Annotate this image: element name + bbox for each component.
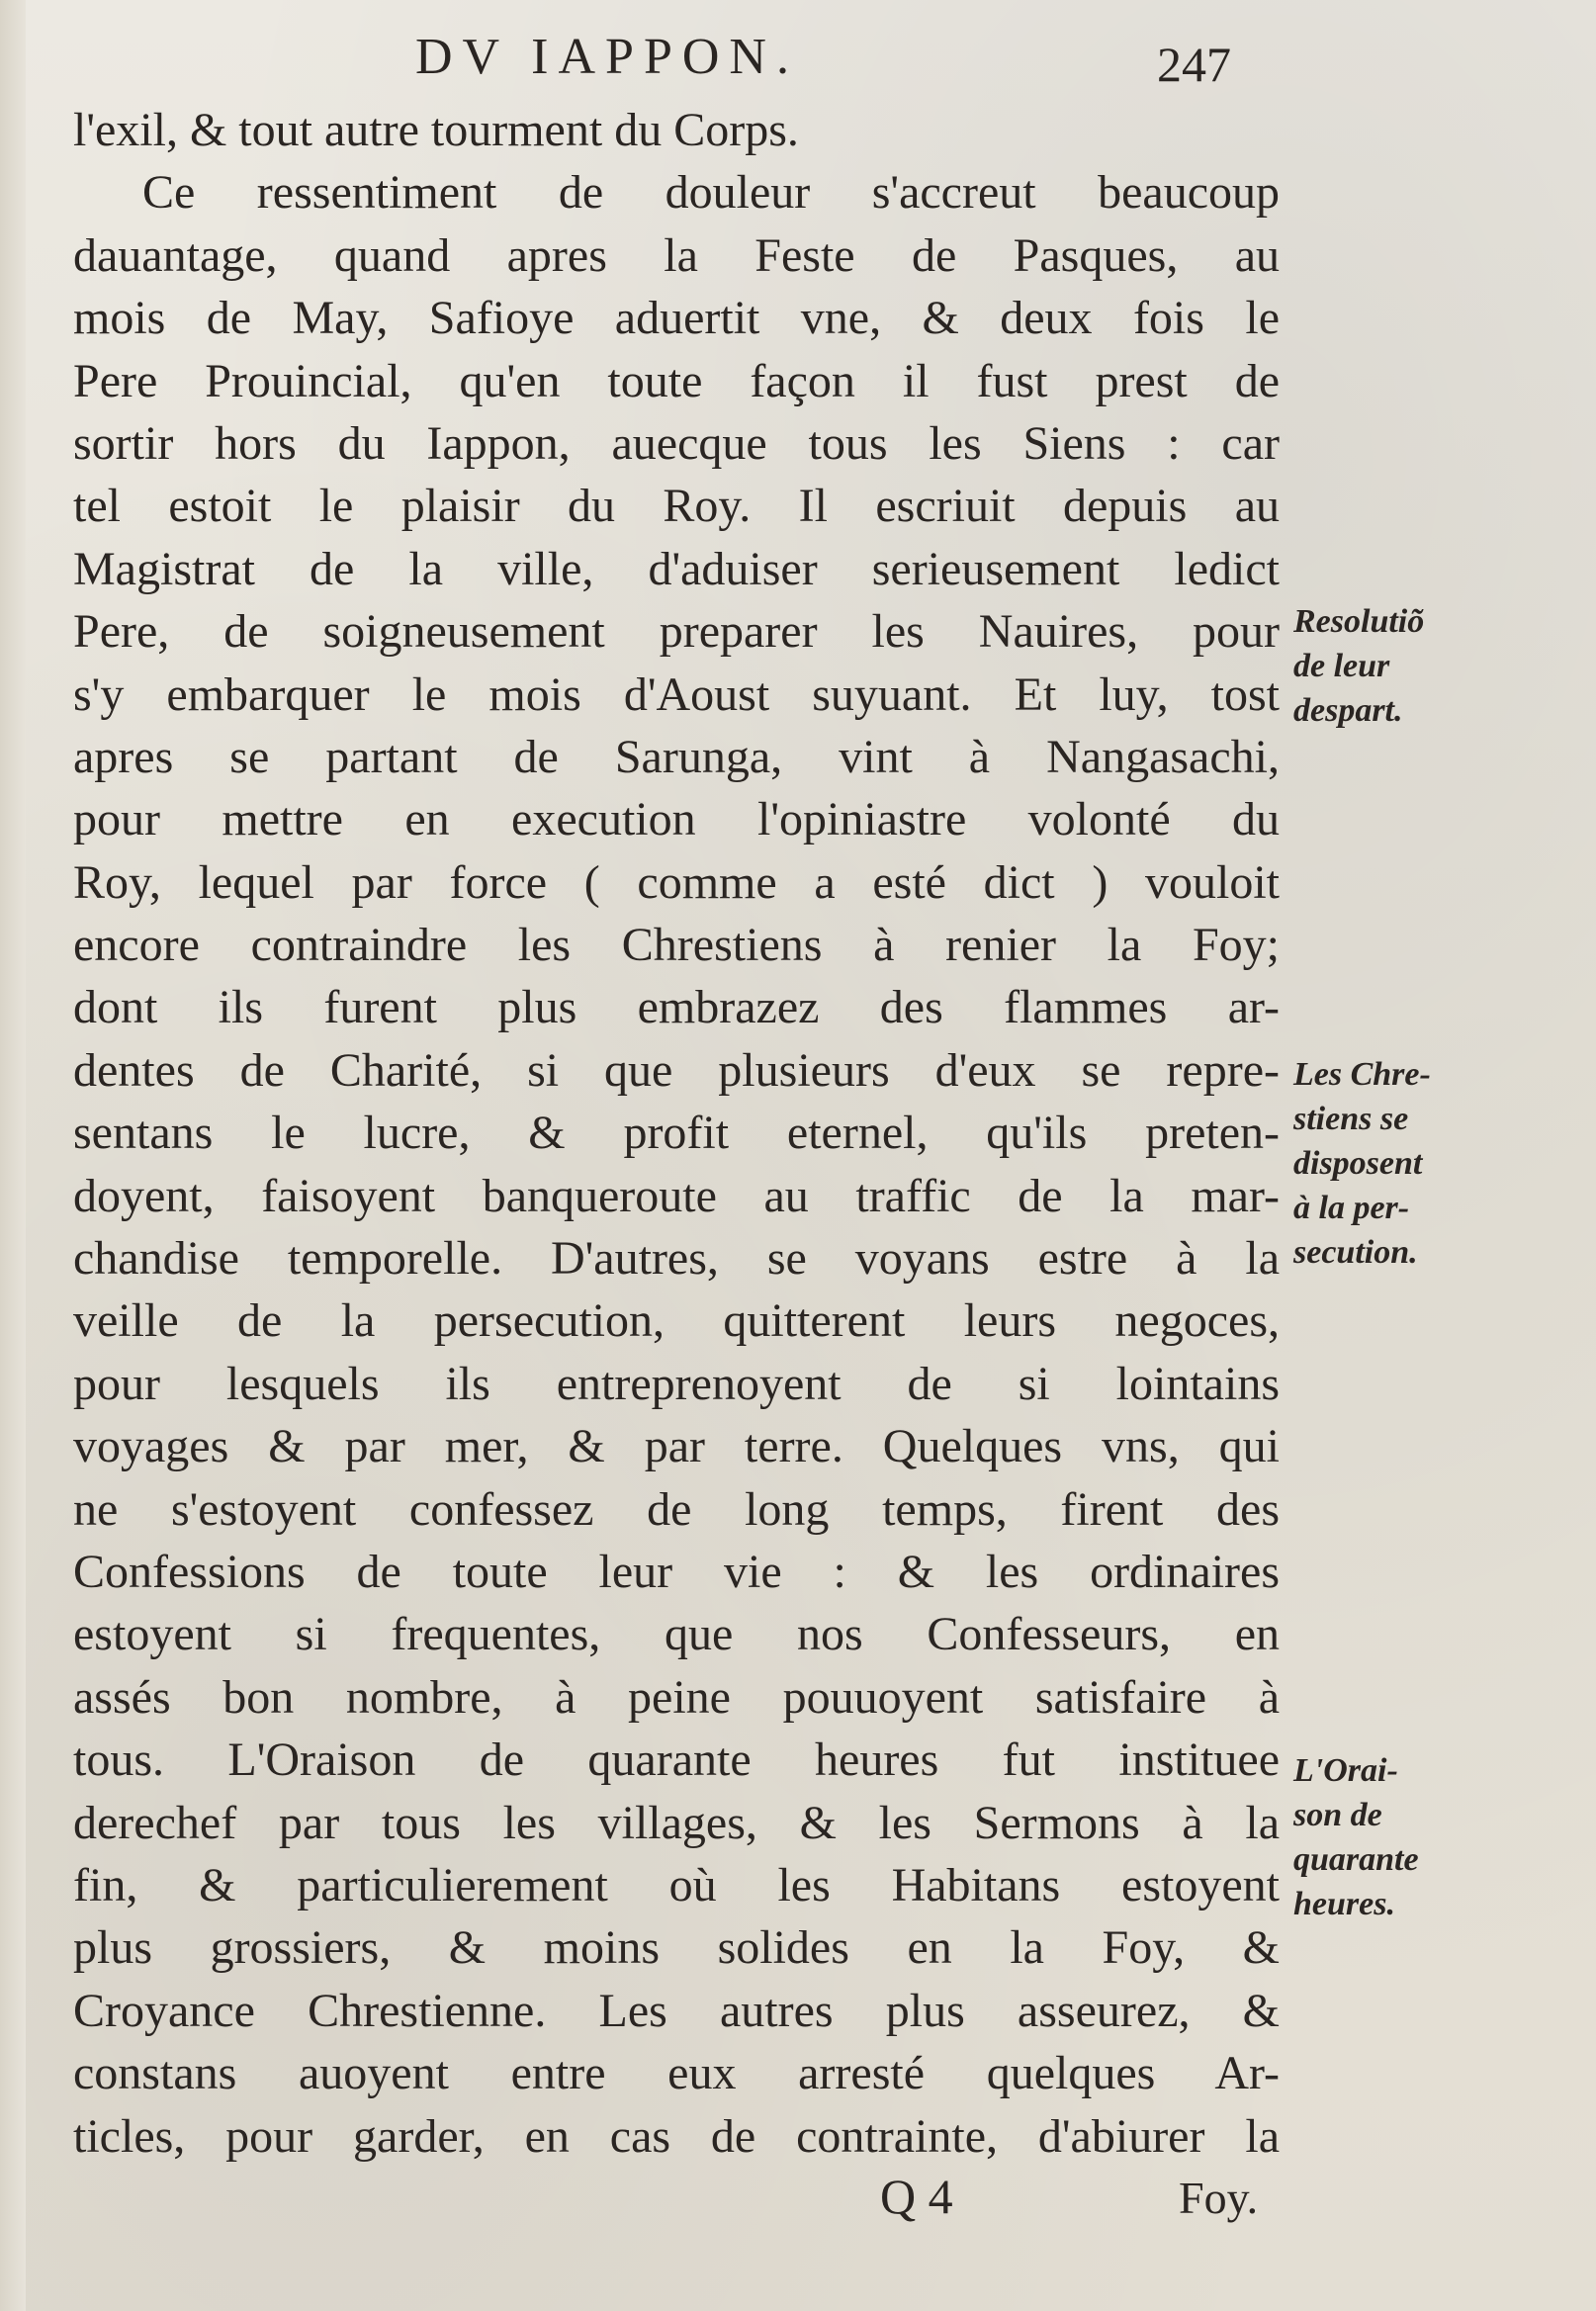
sidenote-line: de leur — [1293, 648, 1390, 684]
text-line: pour lesquels ils entreprenoyent de si lointains — [73, 1357, 1280, 1410]
sidenote-line: Les Chre- — [1293, 1056, 1431, 1093]
running-head: DV IAPPON. — [415, 29, 799, 85]
text-line: estoyent si frequentes, que nos Confesseurs, en — [73, 1608, 1280, 1661]
text-line: Confessions de toute leur vie : & les ordinaires — [73, 1545, 1280, 1598]
catchword: Foy. — [1179, 2173, 1259, 2223]
sidenote-oraison — [1293, 1748, 1481, 1926]
text-line: constans auoyent entre eux arresté quelques Ar- — [73, 2047, 1280, 2100]
text-line: s'y embarquer le mois d'Aoust suyuant. Et luy, tost — [73, 667, 1280, 721]
text-line: ticles, pour garder, en cas de contrainte, d'abiurer la — [73, 2109, 1280, 2163]
text-line: ne s'estoyent confessez de long temps, firent des — [73, 1482, 1280, 1536]
text-line: Ce ressentiment de douleur s'accreut beaucoup — [142, 166, 1280, 220]
text-line: dauantage, quand apres la Feste de Pasques, au — [73, 228, 1280, 282]
sidenote-line: heures. — [1293, 1886, 1395, 1922]
text-line: derechef par tous les villages, & les Sermons à la — [73, 1796, 1280, 1849]
text-line: apres se partant de Sarunga, vint à Nangasachi, — [73, 730, 1280, 783]
text-line: Pere, de soigneusement preparer les Nauires, pour — [73, 605, 1280, 659]
text-line: tel estoit le plaisir du Roy. Il escriuit depuis au — [73, 480, 1280, 533]
sidenote-line: Resolutiõ — [1293, 603, 1425, 640]
text-line: pour mettre en execution l'opiniastre volonté du — [73, 793, 1280, 846]
text-line: Pere Prouincial, qu'en toute façon il fust prest de — [73, 354, 1280, 407]
page-gutter — [0, 0, 26, 2311]
text-line: sortir hors du Iappon, auecque tous les Siens : car — [73, 416, 1280, 470]
text-line: encore contraindre les Chrestiens à renier la Foy; — [73, 919, 1280, 972]
text-line: assés bon nombre, à peine pouuoyent satisfaire à — [73, 1670, 1280, 1724]
sidenote-line: stiens se — [1293, 1101, 1409, 1137]
signature-mark: Q 4 — [880, 2169, 953, 2224]
text-line: veille de la persecution, quitterent leurs negoces, — [73, 1294, 1280, 1348]
sidenote-line: son de — [1293, 1797, 1382, 1833]
sidenote-line: quarante — [1293, 1841, 1419, 1878]
text-line: Croyance Chrestienne. Les autres plus asseurez, & — [73, 1984, 1280, 2037]
text-line: dont ils furent plus embrazez des flammes ar- — [73, 981, 1280, 1034]
text-line: Roy, lequel par force ( comme a esté dict ) vouloit — [73, 855, 1280, 909]
text-line: plus grossiers, & moins solides en la Foy, & — [73, 1921, 1280, 1975]
text-line: fin, & particulierement où les Habitans estoyent — [73, 1858, 1280, 1911]
text-line: Magistrat de la ville, d'aduiser serieusement ledict — [73, 542, 1280, 595]
text-line: chandise temporelle. D'autres, se voyans estre à la — [73, 1232, 1280, 1286]
text-line: l'exil, & tout autre tourment du Corps. — [73, 104, 799, 156]
text-line: mois de May, Safioye aduertit vne, & deux fois le — [73, 292, 1280, 345]
sidenote-persecution — [1293, 1052, 1481, 1275]
sidenote-line: despart. — [1293, 692, 1403, 729]
text-line: tous. L'Oraison de quarante heures fut instituee — [73, 1733, 1280, 1787]
sidenote-line: à la per- — [1293, 1190, 1410, 1226]
page-number: 247 — [1157, 37, 1231, 92]
sidenote-line: secution. — [1293, 1234, 1418, 1271]
text-line: dentes de Charité, si que plusieurs d'eux se repre- — [73, 1043, 1280, 1097]
body-text — [73, 99, 1280, 2168]
text-line: doyent, faisoyent banqueroute au traffic de la mar- — [73, 1169, 1280, 1222]
sidenote-resolution — [1293, 599, 1481, 733]
sidenote-line: L'Orai- — [1293, 1752, 1398, 1789]
text-line: sentans le lucre, & profit eternel, qu'ils preten- — [73, 1107, 1280, 1160]
sidenote-line: disposent — [1293, 1145, 1423, 1182]
text-line: voyages & par mer, & par terre. Quelques vns, qui — [73, 1420, 1280, 1473]
